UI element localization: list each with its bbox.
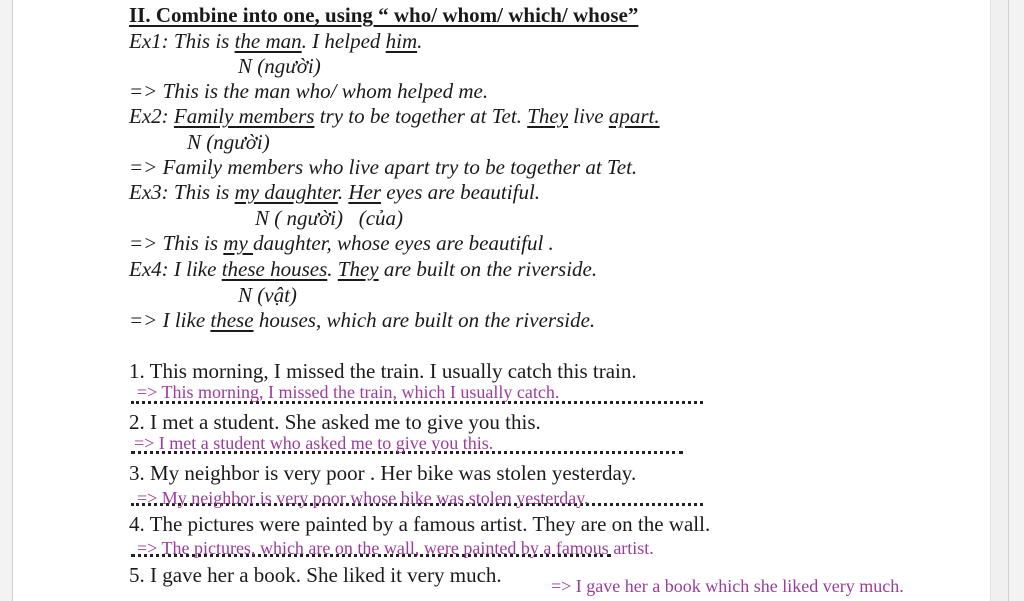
text: => I like <box>129 308 211 332</box>
underlined-text: these houses <box>221 257 328 281</box>
exercise-5-question: 5. I gave her a book. She liked it very much. <box>129 563 502 587</box>
section-heading: II. Combine into one, using “ who/ whom/ which/ whose” <box>129 3 639 27</box>
text: . <box>327 257 338 281</box>
document-page <box>12 0 1009 601</box>
underlined-text: Family members <box>173 104 315 128</box>
exercise-2-question: 2. I met a student. She asked me to give you this. <box>129 410 541 434</box>
underlined-text: They <box>337 257 379 281</box>
exercise-1-answer: => This morning, I missed the train, which I usually catch. <box>137 382 560 402</box>
example-4-note: N (vật) <box>238 283 297 307</box>
exercise-3-answer: => My neighbor is very poor whose bike was stolen yesterday. <box>137 488 589 508</box>
underlined-text: my <box>223 231 254 255</box>
text: . <box>417 29 423 53</box>
underlined-text: him <box>385 29 418 53</box>
text: . I helped <box>301 29 386 53</box>
exercise-3-question: 3. My neighbor is very poor . Her bike was stolen yesterday. <box>129 461 637 485</box>
text: daughter, whose eyes are beautiful . <box>253 231 554 255</box>
text: live <box>568 104 609 128</box>
example-4-answer <box>129 310 595 331</box>
underlined-text: these <box>210 308 254 332</box>
underlined-text: apart. <box>608 104 660 128</box>
text: Ex1: This is <box>129 29 235 53</box>
example-3-answer <box>129 233 554 254</box>
example-1 <box>129 31 422 52</box>
underlined-text: Her <box>348 180 382 204</box>
underlined-text: my daughter <box>234 180 338 204</box>
example-2 <box>129 106 660 127</box>
exercise-1-question: 1. This morning, I missed the train. I usually catch this train. <box>129 359 637 383</box>
example-2-answer: => Family members who live apart try to be together at Tet. <box>129 155 638 179</box>
text: eyes are beautiful. <box>381 180 541 204</box>
exercise-4-question: 4. The pictures were painted by a famous artist. They are on the wall. <box>129 512 711 536</box>
text: are built on the riverside. <box>378 257 598 281</box>
text: Ex4: I like <box>129 257 222 281</box>
text: Ex2: <box>129 104 174 128</box>
example-1-answer: => This is the man who/ whom helped me. <box>129 79 489 103</box>
underlined-text: the man <box>234 29 302 53</box>
exercise-2-answer: => I met a student who asked me to give you this. <box>134 433 494 453</box>
example-4 <box>129 259 597 280</box>
text: try to be together at Tet. <box>314 104 528 128</box>
text: Ex3: This is <box>129 180 235 204</box>
example-3-note: N ( người) (của) <box>255 206 404 230</box>
vertical-scrollbar[interactable] <box>990 0 1008 601</box>
example-2-note: N (người) <box>187 130 270 154</box>
underlined-text: They <box>527 104 569 128</box>
example-1-note: N (người) <box>238 54 321 78</box>
text: . <box>337 180 349 204</box>
exercise-5-answer: => I gave her a book which she liked very much. <box>551 576 904 596</box>
example-3 <box>129 182 540 203</box>
text: houses, which are built on the riverside. <box>253 308 596 332</box>
exercise-4-answer: => The pictures, which are on the wall, were painted by a famous artist. <box>137 538 654 558</box>
text: => This is <box>129 231 224 255</box>
